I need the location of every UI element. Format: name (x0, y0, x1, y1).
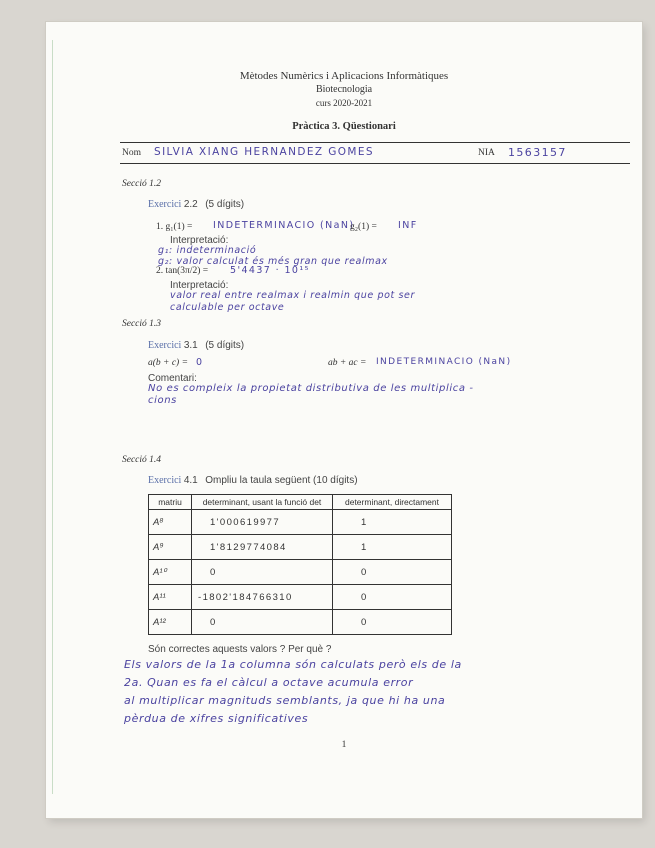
det-direct-cell: 0 (333, 585, 452, 610)
interpretation-label-2: Interpretació: (170, 280, 229, 291)
exercise-note: (5 dígits) (205, 199, 245, 210)
exercise-3-1-heading (148, 340, 244, 351)
table-row (149, 610, 452, 635)
interpretation-1-line-1: g₁: indeterminació (158, 245, 257, 256)
exercise-label: Exercici (148, 199, 182, 210)
g2-answer: INF (398, 220, 418, 231)
matrix-cell: A¹² (149, 610, 192, 635)
course-title: Mètodes Numèrics i Aplicacions Informàtiques (239, 70, 449, 82)
det-function-cell: 0 (192, 560, 333, 585)
table-row (149, 535, 452, 560)
nia-value: 1563157 (508, 146, 567, 159)
divider-top (120, 142, 630, 143)
det-direct-cell: 1 (333, 510, 452, 535)
section-1-3-title: Secció 1.3 (122, 319, 162, 329)
answer-line-3: al multiplicar magnituds semblants, ja que hi ha una (124, 694, 446, 707)
interpretation-2-line-1: valor real entre realmax i realmin que pot ser (170, 290, 415, 301)
equation-2-label: ab + ac = (328, 358, 367, 368)
det-direct-cell: 1 (333, 535, 452, 560)
equation-1-value: 0 (196, 357, 204, 368)
det-function-cell: -1802'184766310 (192, 585, 333, 610)
question-1-g2-label: g₂(1) = (350, 222, 377, 232)
comment-line-1: No es compleix la propietat distributiva de les multiplica - (148, 383, 474, 394)
answer-line-4: pèrdua de xifres significatives (124, 712, 309, 725)
matrix-cell: A¹⁰ (149, 560, 192, 585)
exercise-note: Ompliu la taula següent (10 dígits) (205, 475, 358, 486)
degree: Biotecnologia (315, 84, 373, 95)
page-edge-line (52, 40, 53, 794)
tan-answer: 5'4437 · 10¹⁵ (230, 265, 310, 276)
column-header: matriu (149, 495, 192, 510)
name-label: Nom (122, 148, 141, 158)
exercise-4-1-heading (148, 475, 358, 486)
matrix-cell: A⁹ (149, 535, 192, 560)
interpretation-label-1: Interpretació: (170, 235, 229, 246)
student-name: SILVIA XIANG HERNANDEZ GOMES (154, 146, 374, 158)
exercise-2-2-heading (148, 199, 244, 210)
practice-title: Pràctica 3. Qüestionari (292, 121, 396, 132)
table-header-row (149, 495, 452, 510)
question-label: Són correctes aquests valors ? Per què ? (148, 644, 332, 655)
interpretation-2-line-2: calculable per octave (170, 302, 285, 313)
section-1-2-title: Secció 1.2 (122, 179, 162, 189)
answer-line-2: 2a. Quan es fa el càlcul a octave acumula error (124, 676, 414, 689)
equation-2-value: INDETERMINACIO (NaN) (376, 357, 512, 367)
matrix-cell: A⁸ (149, 510, 192, 535)
comment-label: Comentari: (148, 373, 197, 384)
exercise-number: 4.1 (183, 475, 198, 486)
equation-1-label: a(b + c) = (148, 358, 188, 368)
exercise-label: Exercici (148, 340, 182, 351)
det-direct-cell: 0 (333, 560, 452, 585)
matrix-cell: A¹¹ (149, 585, 192, 610)
column-header: determinant, usant la funció det (192, 495, 333, 510)
question-2-prefix: 2. tan(3π/2) = (156, 266, 209, 276)
answer-line-1: Els valors de la 1a columna són calculats però els de la (124, 658, 462, 671)
academic-year: curs 2020-2021 (315, 98, 373, 108)
table-row (149, 585, 452, 610)
exercise-label: Exercici (148, 475, 182, 486)
column-header: determinant, directament (333, 495, 452, 510)
nia-label: NIA (478, 148, 495, 158)
table-row (149, 510, 452, 535)
det-direct-cell: 0 (333, 610, 452, 635)
question-1-prefix: 1. g₁(1) = (156, 222, 193, 232)
exercise-number: 2.2 (183, 199, 198, 210)
page-number: 1 (341, 740, 347, 750)
det-function-cell: 1'8129774084 (192, 535, 333, 560)
comment-line-2: cions (148, 395, 177, 406)
section-1-4-title: Secció 1.4 (122, 455, 162, 465)
det-function-cell: 1'000619977 (192, 510, 333, 535)
exercise-number: 3.1 (183, 340, 198, 351)
interpretation-1-line-2: g₂: valor calculat és més gran que realmax (158, 256, 388, 267)
g1-answer: INDETERMINACIO (NaN) (213, 220, 355, 231)
table-row (149, 560, 452, 585)
det-function-cell: 0 (192, 610, 333, 635)
determinant-table (148, 494, 452, 635)
divider-bottom (120, 163, 630, 164)
exercise-note: (5 dígits) (205, 340, 245, 351)
scanned-page (46, 22, 642, 818)
